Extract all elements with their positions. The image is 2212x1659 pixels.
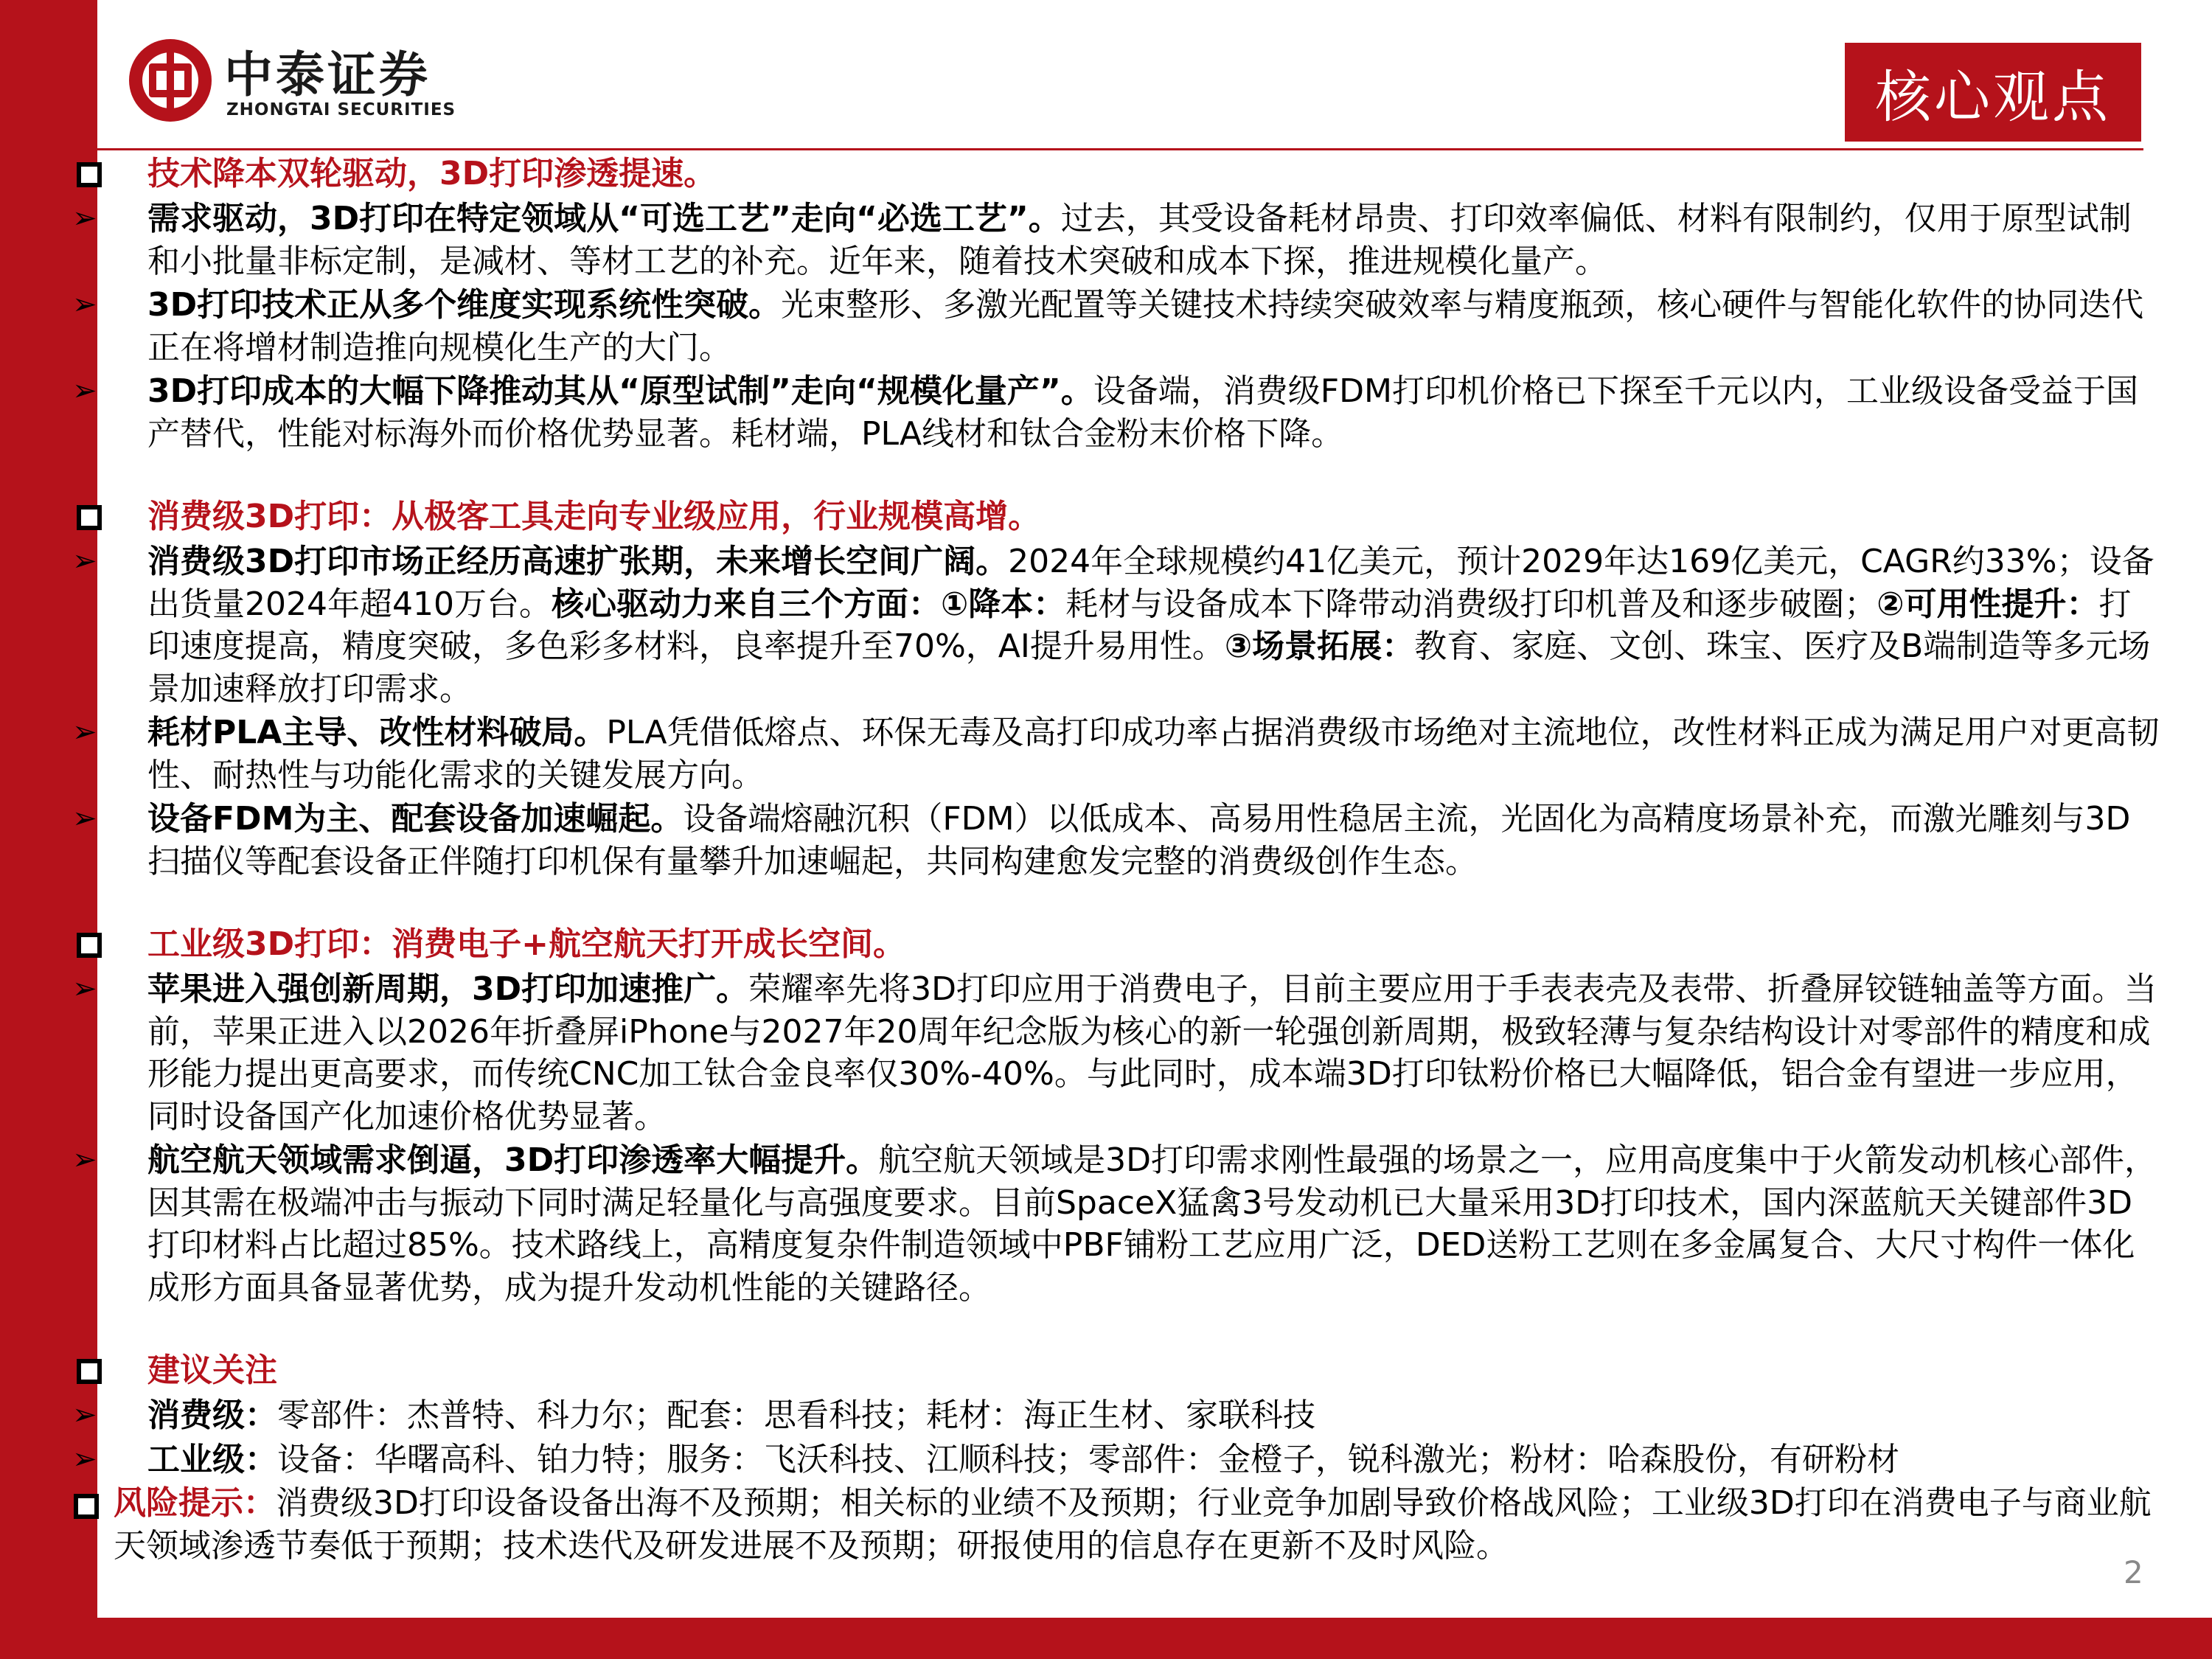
checkbox-bullet-icon xyxy=(74,1494,99,1519)
bullet-point: ➢ 航空航天领域需求倒逼，3D打印渗透率大幅提升。航空航天领域是3D打印需求刚性最强的场景之一，应用高度集中于火箭发动机核心部件，因其需在极端冲击与振动下同时满足轻量化与高强度要求。目前SpaceX猛禽3号发动机已大量采用3D打印技术，国内深蓝航天关键部件3D打印材料占比超过85%。技术路线上，高精度复杂件制造领域中PBF铺粉工艺应用广泛，DED送粉工艺则在多金属复合、大尺寸构件一体化成形方面具备显著优势，成为提升发动机性能的关键路径。 xyxy=(68,1139,2162,1309)
checkbox-bullet-icon xyxy=(77,1359,102,1384)
section-heading: 消费级3D打印：从极客工具走向专业级应用，行业规模高增。 xyxy=(68,493,2162,540)
logo-english-name: ZHONGTAI SECURITIES xyxy=(226,100,456,119)
section-heading: 工业级3D打印：消费电子+航空航天打开成长空间。 xyxy=(68,921,2162,968)
bullet-point: ➢ 消费级3D打印市场正经历高速扩张期，未来增长空间广阔。2024年全球规模约41亿美元，预计2029年达169亿美元，CAGR约33%；设备出货量2024年超410万台。核心驱动力来自三个方面：①降本：耗材与设备成本下降带动消费级打印机普及和逐步破圈；②可用性提升：打印速度提高，精度突破，多色彩多材料，良率提升至70%，AI提升易用性。③场景拓展：教育、家庭、文创、珠宝、医疗及B端制造等多元场景加速释放打印需求。 xyxy=(68,540,2162,710)
arrow-bullet-icon: ➢ xyxy=(72,374,97,408)
arrow-bullet-icon: ➢ xyxy=(72,801,97,835)
page-number: 2 xyxy=(2124,1554,2143,1590)
main-content xyxy=(68,150,2162,1567)
bottom-accent-bar xyxy=(0,1618,2212,1659)
checkbox-bullet-icon xyxy=(77,933,102,958)
section-badge: 核心观点 xyxy=(1845,43,2141,142)
logo-chinese-name: 中泰证券 xyxy=(224,46,431,103)
arrow-bullet-icon: ➢ xyxy=(72,544,97,578)
bullet-point: ➢ 苹果进入强创新周期，3D打印加速推广。荣耀率先将3D打印应用于消费电子，目前主要应用于手表表壳及表带、折叠屏铰链轴盖等方面。当前，苹果正进入以2026年折叠屏iPhone与2027年20周年纪念版为核心的新一轮强创新周期，极致轻薄与复杂结构设计对零部件的精度和成形能力提出更高要求，而传统CNC加工钛合金良率仅30%-40%。与此同时，成本端3D打印钛粉价格已大幅降低，铝合金有望进一步应用，同时设备国产化加速价格优势显著。 xyxy=(68,968,2162,1138)
zhongtai-logo-icon xyxy=(127,37,214,124)
arrow-bullet-icon: ➢ xyxy=(72,972,97,1006)
checkbox-bullet-icon xyxy=(77,505,102,530)
company-logo xyxy=(127,29,481,133)
bullet-point: ➢ 需求驱动，3D打印在特定领域从“可选工艺”走向“必选工艺”。过去，其受设备耗材昂贵、打印效率偏低、材料有限制约，仅用于原型试制和小批量非标定制，是减材、等材工艺的补充。近年来，随着技术突破和成本下探，推进规模化量产。 xyxy=(68,198,2162,282)
risk-text: 消费级3D打印设备设备出海不及预期；相关标的业绩不及预期；行业竞争加剧导致价格战风险；工业级3D打印在消费电子与商业航天领域渗透节奏低于预期；技术迭代及研发进展不及预期；研报使用的信息存在更新不及时风险。 xyxy=(114,1484,2152,1565)
arrow-bullet-icon: ➢ xyxy=(72,1143,97,1177)
arrow-bullet-icon: ➢ xyxy=(72,288,97,321)
section-heading: 建议关注 xyxy=(68,1347,2162,1394)
bullet-point: ➢ 设备FDM为主、配套设备加速崛起。设备端熔融沉积（FDM）以低成本、高易用性稳居主流，光固化为高精度场景补充，而激光雕刻与3D扫描仪等配套设备正伴随打印机保有量攀升加速崛起，共同构建愈发完整的消费级创作生态。 xyxy=(68,798,2162,883)
bullet-point: ➢ 耗材PLA主导、改性材料破局。PLA凭借低熔点、环保无毒及高打印成功率占据消费级市场绝对主流地位，改性材料正成为满足用户对更高韧性、耐热性与功能化需求的关键发展方向。 xyxy=(68,712,2162,796)
arrow-bullet-icon: ➢ xyxy=(72,715,97,749)
risk-title: 风险提示： xyxy=(114,1484,276,1522)
arrow-bullet-icon: ➢ xyxy=(72,1441,97,1476)
section-heading: 技术降本双轮驱动，3D打印渗透提速。 xyxy=(68,150,2162,198)
bullet-point: ➢ 工业级：设备：华曙高科、铂力特；服务：飞沃科技、江顺科技；零部件：金橙子，锐科激光；粉材：哈森股份，有研粉材 xyxy=(68,1439,2162,1481)
bullet-point: ➢ 3D打印成本的大幅下降推动其从“原型试制”走向“规模化量产”。设备端，消费级FDM打印机价格已下探至千元以内，工业级设备受益于国产替代，性能对标海外而价格优势显著。耗材端，PLA线材和钛合金粉末价格下降。 xyxy=(68,370,2162,455)
arrow-bullet-icon: ➢ xyxy=(72,1398,97,1432)
checkbox-bullet-icon xyxy=(77,162,102,187)
risk-warning xyxy=(68,1482,2162,1567)
bullet-point: ➢ 3D打印技术正从多个维度实现系统性突破。光束整形、多激光配置等关键技术持续突破效率与精度瓶颈，核心硬件与智能化软件的协同迭代正在将增材制造推向规模化生产的大门。 xyxy=(68,284,2162,369)
arrow-bullet-icon: ➢ xyxy=(72,201,97,235)
bullet-point: ➢ 消费级：零部件：杰普特、科力尔；配套：思看科技；耗材：海正生材、家联科技 xyxy=(68,1394,2162,1437)
